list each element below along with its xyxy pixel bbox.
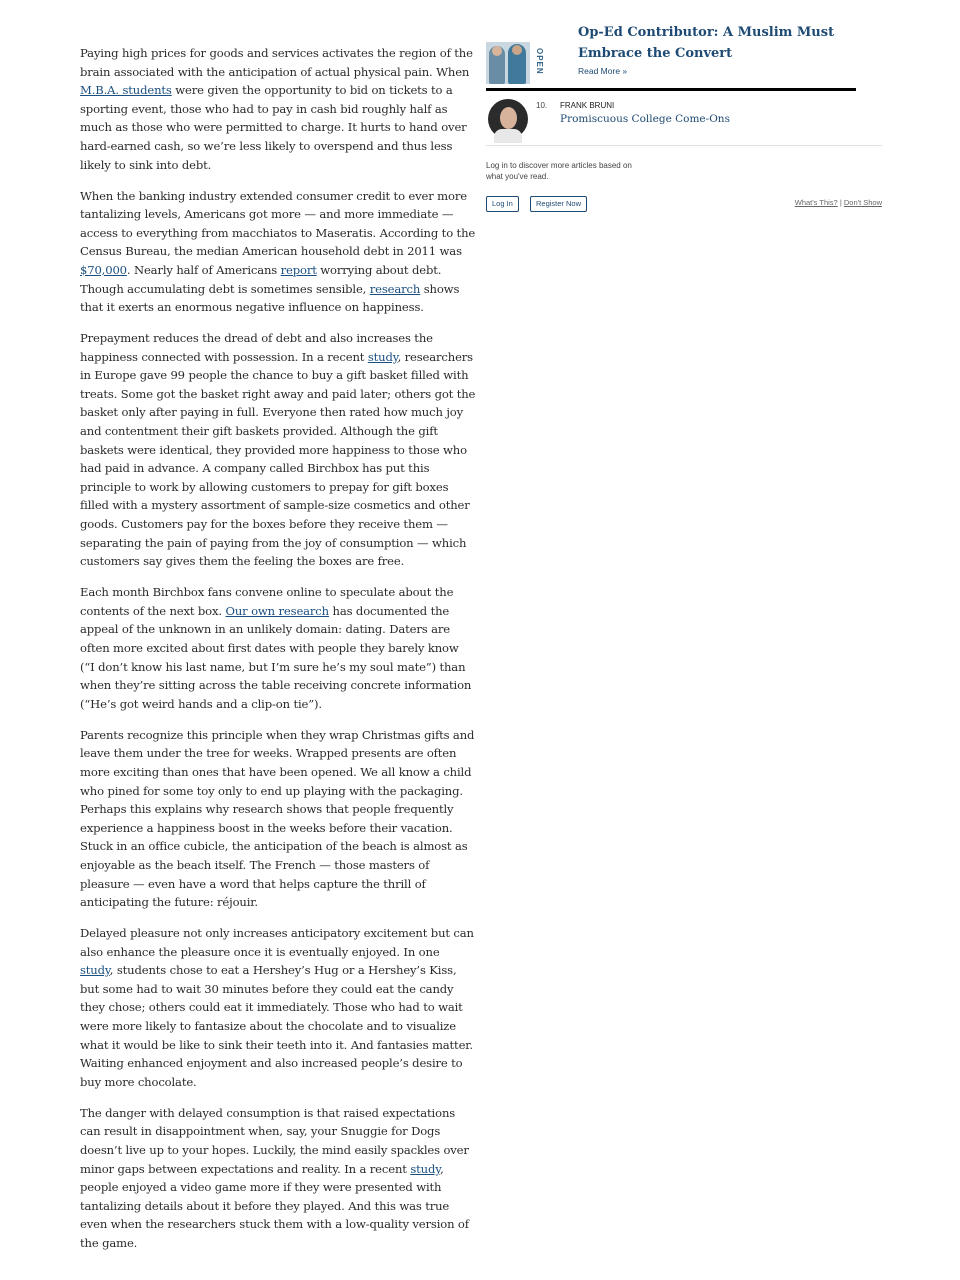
link-study[interactable]: study: [80, 963, 110, 978]
article-kicker[interactable]: Op-Ed Contributor: A Muslim Must: [578, 25, 835, 40]
open-label: OPEN: [535, 48, 544, 75]
paragraph-text: worrying about debt. Though accumulating debt is sometimes sensible,: [80, 262, 442, 296]
paragraph-text: Delayed pleasure not only increases anticipatory excitement but can also enhance the pleasure once it is eventually enjoyed. In one: [80, 926, 474, 959]
paragraph-text: shows that it exerts an enormous negative influence on happiness.: [80, 281, 460, 315]
link-70000[interactable]: $70,000: [80, 262, 127, 277]
paragraph-text: Paying high prices for goods and services activates the region of the brain associated with the anticipation of actual physical pain. When: [80, 46, 473, 79]
link-study[interactable]: study: [410, 1161, 441, 1176]
paragraph-text: Parents recognize this principle when they wrap Christmas gifts and leave them under the tree for weeks. Wrapped presents are often more exciting than ones that have been opened. We all know a child who pined for some toy only to end up playing with the packaging. Perhaps this explains why research shows that people frequently experience a happiness boost in the weeks before their vacation. Stuck in an office cubicle, the anticipation of the beach is almost as enjoyable as the beach itself. The French — those masters of pleasure — even have a word that helps capture the thrill of anticipating the future: réjouir.: [80, 727, 475, 910]
article-paragraph: [80, 583, 476, 713]
article-paragraph: [80, 329, 476, 571]
paragraph-text: Each month Birchbox fans convene online to speculate about the contents of the next box.: [80, 585, 454, 618]
recommendation-links: [795, 198, 882, 207]
read-more-link[interactable]: Read More »: [578, 66, 628, 76]
article-paragraph: [80, 44, 476, 174]
article-title-link[interactable]: Promiscuous College Come-Ons: [560, 113, 730, 125]
link-study[interactable]: study: [367, 349, 398, 364]
link-our-own-research[interactable]: Our own research: [225, 603, 329, 618]
paragraph-text: The danger with delayed consumption is that raised expectations can result in disappointment when, say, your Snuggie for Dogs doesn’t live up to your hopes. Luckily, the mind easily spackles over minor gaps between expectations and reality. In a recent: [80, 1105, 469, 1176]
link-separator: |: [839, 198, 842, 207]
discover-message: Log in to discover more articles based on what you've read.: [486, 161, 632, 181]
paragraph-text: Prepayment reduces the dread of debt and also increases the happiness connected with possession. In a recent: [80, 331, 433, 364]
paragraph-text: , people enjoyed a video game more if they were presented with tantalizing details about it before they played. And this was true even when the researchers stuck them with a low-quality version of the game.: [80, 1161, 469, 1250]
article-body: [80, 44, 476, 1265]
article-paragraph: [80, 1104, 476, 1253]
rank-number: 10.: [536, 101, 548, 110]
paragraph-text: were given the opportunity to bid on tickets to a sporting event, those who had to pay in cash bid roughly half as much as those who were permitted to charge. It hurts to hand over hard-earned cash, so we’re less likely to overspend and thus less likely to sink into debt.: [80, 83, 467, 172]
article-thumbnail[interactable]: [486, 42, 530, 84]
whats-this-link[interactable]: What's This?: [794, 198, 838, 207]
paragraph-text: , researchers in Europe gave 99 people the chance to buy a gift basket filled with treats. Some got the basket right away and paid later; others got the basket only after paying in full. Everyone then rated how much joy and contentment their gift baskets provided. Although the gift baskets were identical, they provided more happiness to those who had paid in advance. A company called Birchbox has put this principle to work by allowing customers to prepay for gift boxes filled with a mystery assortment of sample-size cosmetics and other goods. Customers pay for the boxes before they receive them — separating the pain of paying from the joy of consumption — which customers say gives them the feeling the boxes are free.: [80, 349, 476, 569]
paragraph-text: , students chose to eat a Hershey’s Hug or a Hershey’s Kiss, but some had to wait 30 minutes before they could eat the candy they chose; others could eat it immediately. Those who had to wait were more likely to fantasize about the chocolate and to visualize what it would be like to sink their teeth into it. And fantasies matter. Waiting enhanced enjoyment and also increased people’s desire to buy more chocolate.: [80, 963, 473, 1089]
author-name: FRANK BRUNI: [560, 101, 615, 110]
article-paragraph: [80, 924, 476, 1091]
most-viewed-sidebar: [486, 25, 882, 216]
link-report[interactable]: report: [280, 262, 317, 277]
article-paragraph: [80, 187, 476, 317]
open-article-item[interactable]: [486, 25, 856, 91]
log-in-button[interactable]: Log In: [486, 196, 519, 212]
register-now-button[interactable]: Register Now: [530, 196, 587, 212]
ranked-article-item[interactable]: [486, 95, 882, 146]
article-paragraph: [80, 726, 476, 912]
article-title-link[interactable]: Embrace the Convert: [578, 46, 733, 61]
author-avatar[interactable]: [488, 99, 528, 139]
account-actions: [486, 196, 882, 216]
paragraph-text: . Nearly half of Americans: [126, 262, 281, 277]
paragraph-text: When the banking industry extended consumer credit to ever more tantalizing levels, Americans got more — and more immediate — access to everything from macchiatos to Maseratis. According to the Census Bureau, the median American household debt in 2011 was: [80, 188, 476, 259]
dont-show-link[interactable]: Don't Show: [843, 198, 882, 207]
paragraph-text: has documented the appeal of the unknown in an unlikely domain: dating. Daters are often more excited about first dates with people they barely know (“I don’t know his last name, but I’m sure he’s my soul mate”) than when they’re sitting across the table receiving concrete information (“He’s got weird hands and a clip-on tie”).: [80, 603, 472, 711]
link-research[interactable]: research: [369, 281, 421, 296]
link-mba-students[interactable]: M.B.A. students: [80, 83, 172, 98]
